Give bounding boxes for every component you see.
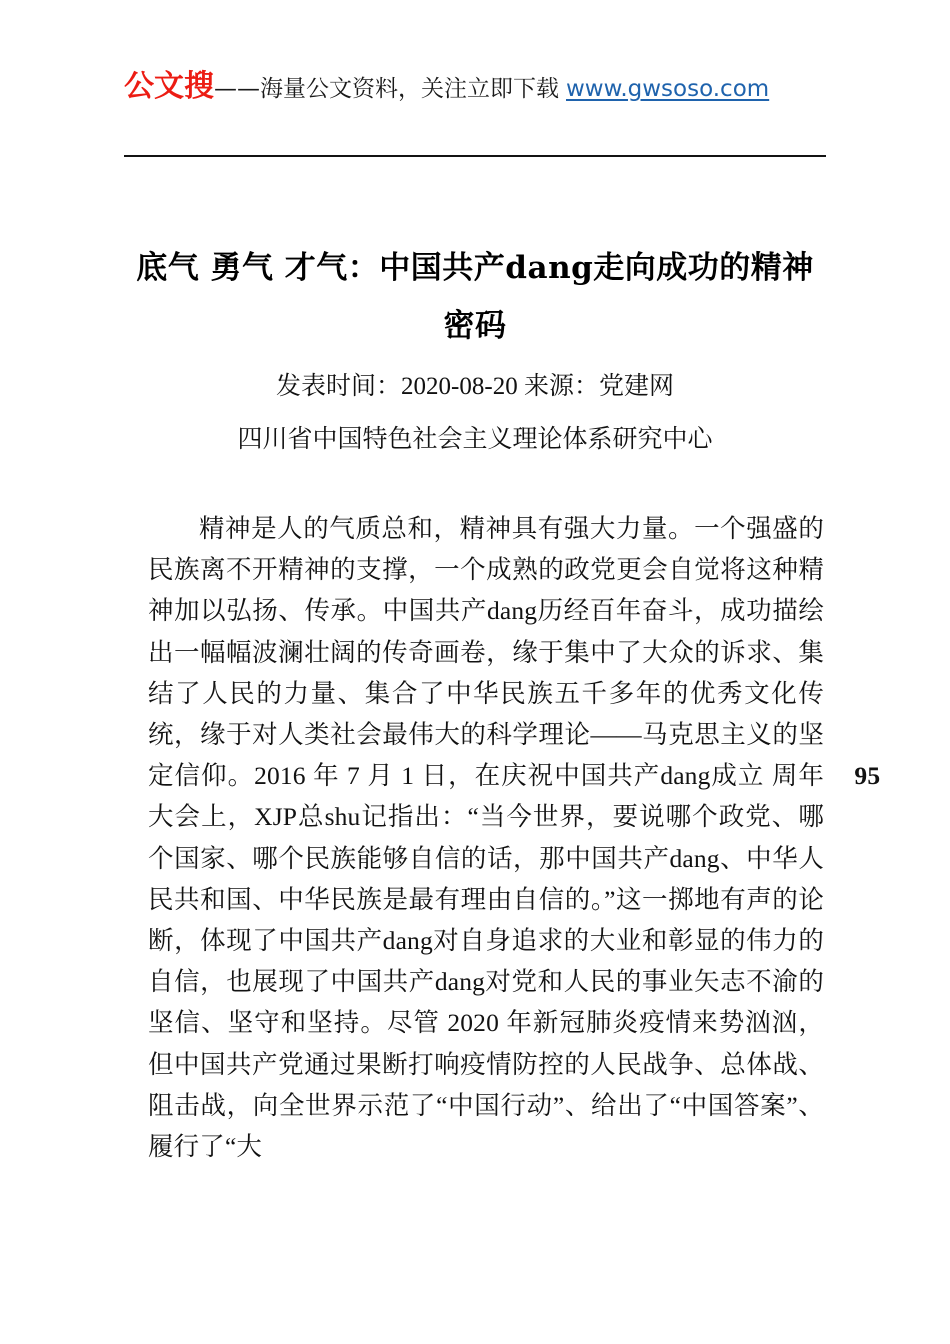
- publish-info-line: 发表时间：2020-08-20 来源：党建网: [276, 373, 674, 400]
- body-text-segment-b: 周年大会上，XJP总shu记指出：“当今世界，要说哪个政党、哪个国家、哪个民族能够自信的话，那中国共产dang、中华人民共和国、中华民族是最有理由自信的。”这一掷地有声的论断，体现了中国共产dang对自身追求的大业和彰显的伟力的自信，也展现了中国共产dang对党和人民的事业矢志不渝的坚信、坚守和坚持。尽管 2020 年新冠肺炎疫情来势汹汹，但中国共产党通过果断打响疫情防控的人民战争、总体战、阻击战，向全世界示范了“中国行动”、给出了“中国答案”、履行了“大: [148, 761, 825, 1162]
- header-divider-rule: [124, 155, 826, 157]
- document-byline: [124, 360, 826, 466]
- page-title: 底气 勇气 才气：中国共产dang走向成功的精神密码: [136, 249, 814, 344]
- body-paragraph: 精神是人的气质总和，精神具有强大力量。一个强盛的民族离不开精神的支撑，一个成熟的政党更会自觉将这种精神加以弘扬、传承。中国共产dang历经百年奋斗，成功描绘出一幅幅波澜壮阔的传奇画卷，缘于集中了大众的诉求、集结了人民的力量、集合了中华民族五千多年的优秀文化传统，缘于对人类社会最伟大的科学理论——马克思主义的坚定信仰。2016 年 7 月 1 日，在庆祝中国共产dang成立 95 周年大会上，XJP总shu记指出：“当今世界，要说哪个政党、哪个国家、哪个民族能够自信的话，那中国共产dang、中华人民共和国、中华民族是最有理由自信的。”这一掷地有声的论断，体现了中国共产dang对自身追求的大业和彰显的伟力的自信，也展现了中国共产dang对党和人民的事业矢志不渝的坚信、坚守和坚持。尽管 2020 年新冠肺炎疫情来势汹汹，但中国共产党通过果断打响疫情防控的人民战争、总体战、阻击战，向全世界示范了“中国行动”、给出了“中国答案”、履行了“大: [148, 514, 881, 1162]
- site-brand-logo: 公文搜: [124, 69, 214, 104]
- site-url-link[interactable]: www.gwsoso.com: [566, 76, 770, 102]
- site-tagline: ——海量公文资料，关注立即下载: [214, 76, 559, 102]
- site-header-banner: [124, 69, 826, 116]
- document-body: [148, 508, 881, 1167]
- body-text-segment-a: 精神是人的气质总和，精神具有强大力量。一个强盛的民族离不开精神的支撑，一个成熟的政党更会自觉将这种精神加以弘扬、传承。中国共产dang历经百年奋斗，成功描绘出一幅幅波澜壮阔的传奇画卷，缘于集中了大众的诉求、集结了人民的力量、集合了中华民族五千多年的优秀文化传统，缘于对人类社会最伟大的科学理论——马克思主义的坚定信仰。2016 年 7 月 1 日，在庆祝中国共产dang成立: [148, 514, 824, 791]
- author-org-line: 四川省中国特色社会主义理论体系研究中心: [237, 426, 713, 453]
